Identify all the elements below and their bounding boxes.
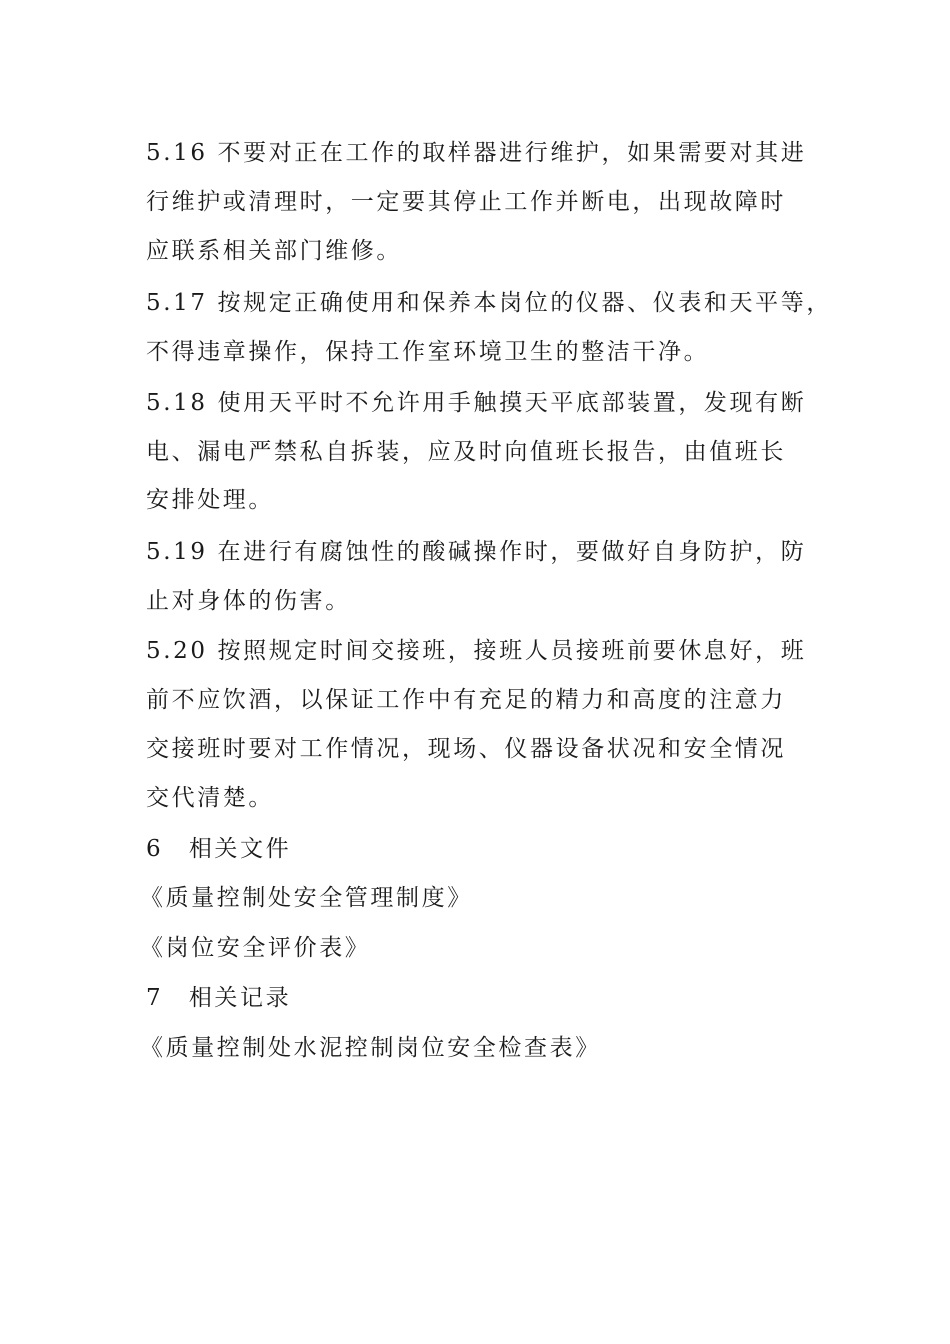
section-6-heading: 6 相关文件 bbox=[146, 836, 292, 862]
clause-5-18-line-1: 5.18 使用天平时不允许用手触摸天平底部装置，发现有断 bbox=[146, 390, 807, 416]
related-document-2: 《岗位安全评价表》 bbox=[140, 935, 371, 961]
clause-5-17-line-2: 不得违章操作，保持工作室环境卫生的整洁干净。 bbox=[146, 339, 710, 365]
related-record-1: 《质量控制处水泥控制岗位安全检查表》 bbox=[140, 1035, 601, 1061]
clause-5-19-line-2: 止对身体的伤害。 bbox=[146, 588, 351, 614]
section-7-heading: 7 相关记录 bbox=[146, 985, 292, 1011]
clause-5-18-line-3: 安排处理。 bbox=[146, 487, 274, 513]
clause-5-16-line-1: 5.16 不要对正在工作的取样器进行维护，如果需要对其进 bbox=[146, 140, 807, 166]
clause-5-19-line-1: 5.19 在进行有腐蚀性的酸碱操作时，要做好自身防护，防 bbox=[146, 539, 807, 565]
clause-5-16-line-3: 应联系相关部门维修。 bbox=[146, 238, 402, 264]
clause-5-20-line-1: 5.20 按照规定时间交接班，接班人员接班前要休息好，班 bbox=[146, 638, 807, 664]
clause-5-18-line-2: 电、漏电严禁私自拆装，应及时向值班长报告，由值班长 bbox=[146, 439, 786, 465]
clause-5-20-line-3: 交接班时要对工作情况，现场、仪器设备状况和安全情况 bbox=[146, 736, 786, 762]
clause-5-20-line-4: 交代清楚。 bbox=[146, 785, 274, 811]
clause-5-20-line-2: 前不应饮酒，以保证工作中有充足的精力和高度的注意力 bbox=[146, 687, 786, 713]
clause-5-16-line-2: 行维护或清理时，一定要其停止工作并断电，出现故障时 bbox=[146, 189, 786, 215]
clause-5-17-line-1: 5.17 按规定正确使用和保养本岗位的仪器、仪表和天平等， bbox=[146, 290, 832, 316]
related-document-1: 《质量控制处安全管理制度》 bbox=[140, 885, 473, 911]
